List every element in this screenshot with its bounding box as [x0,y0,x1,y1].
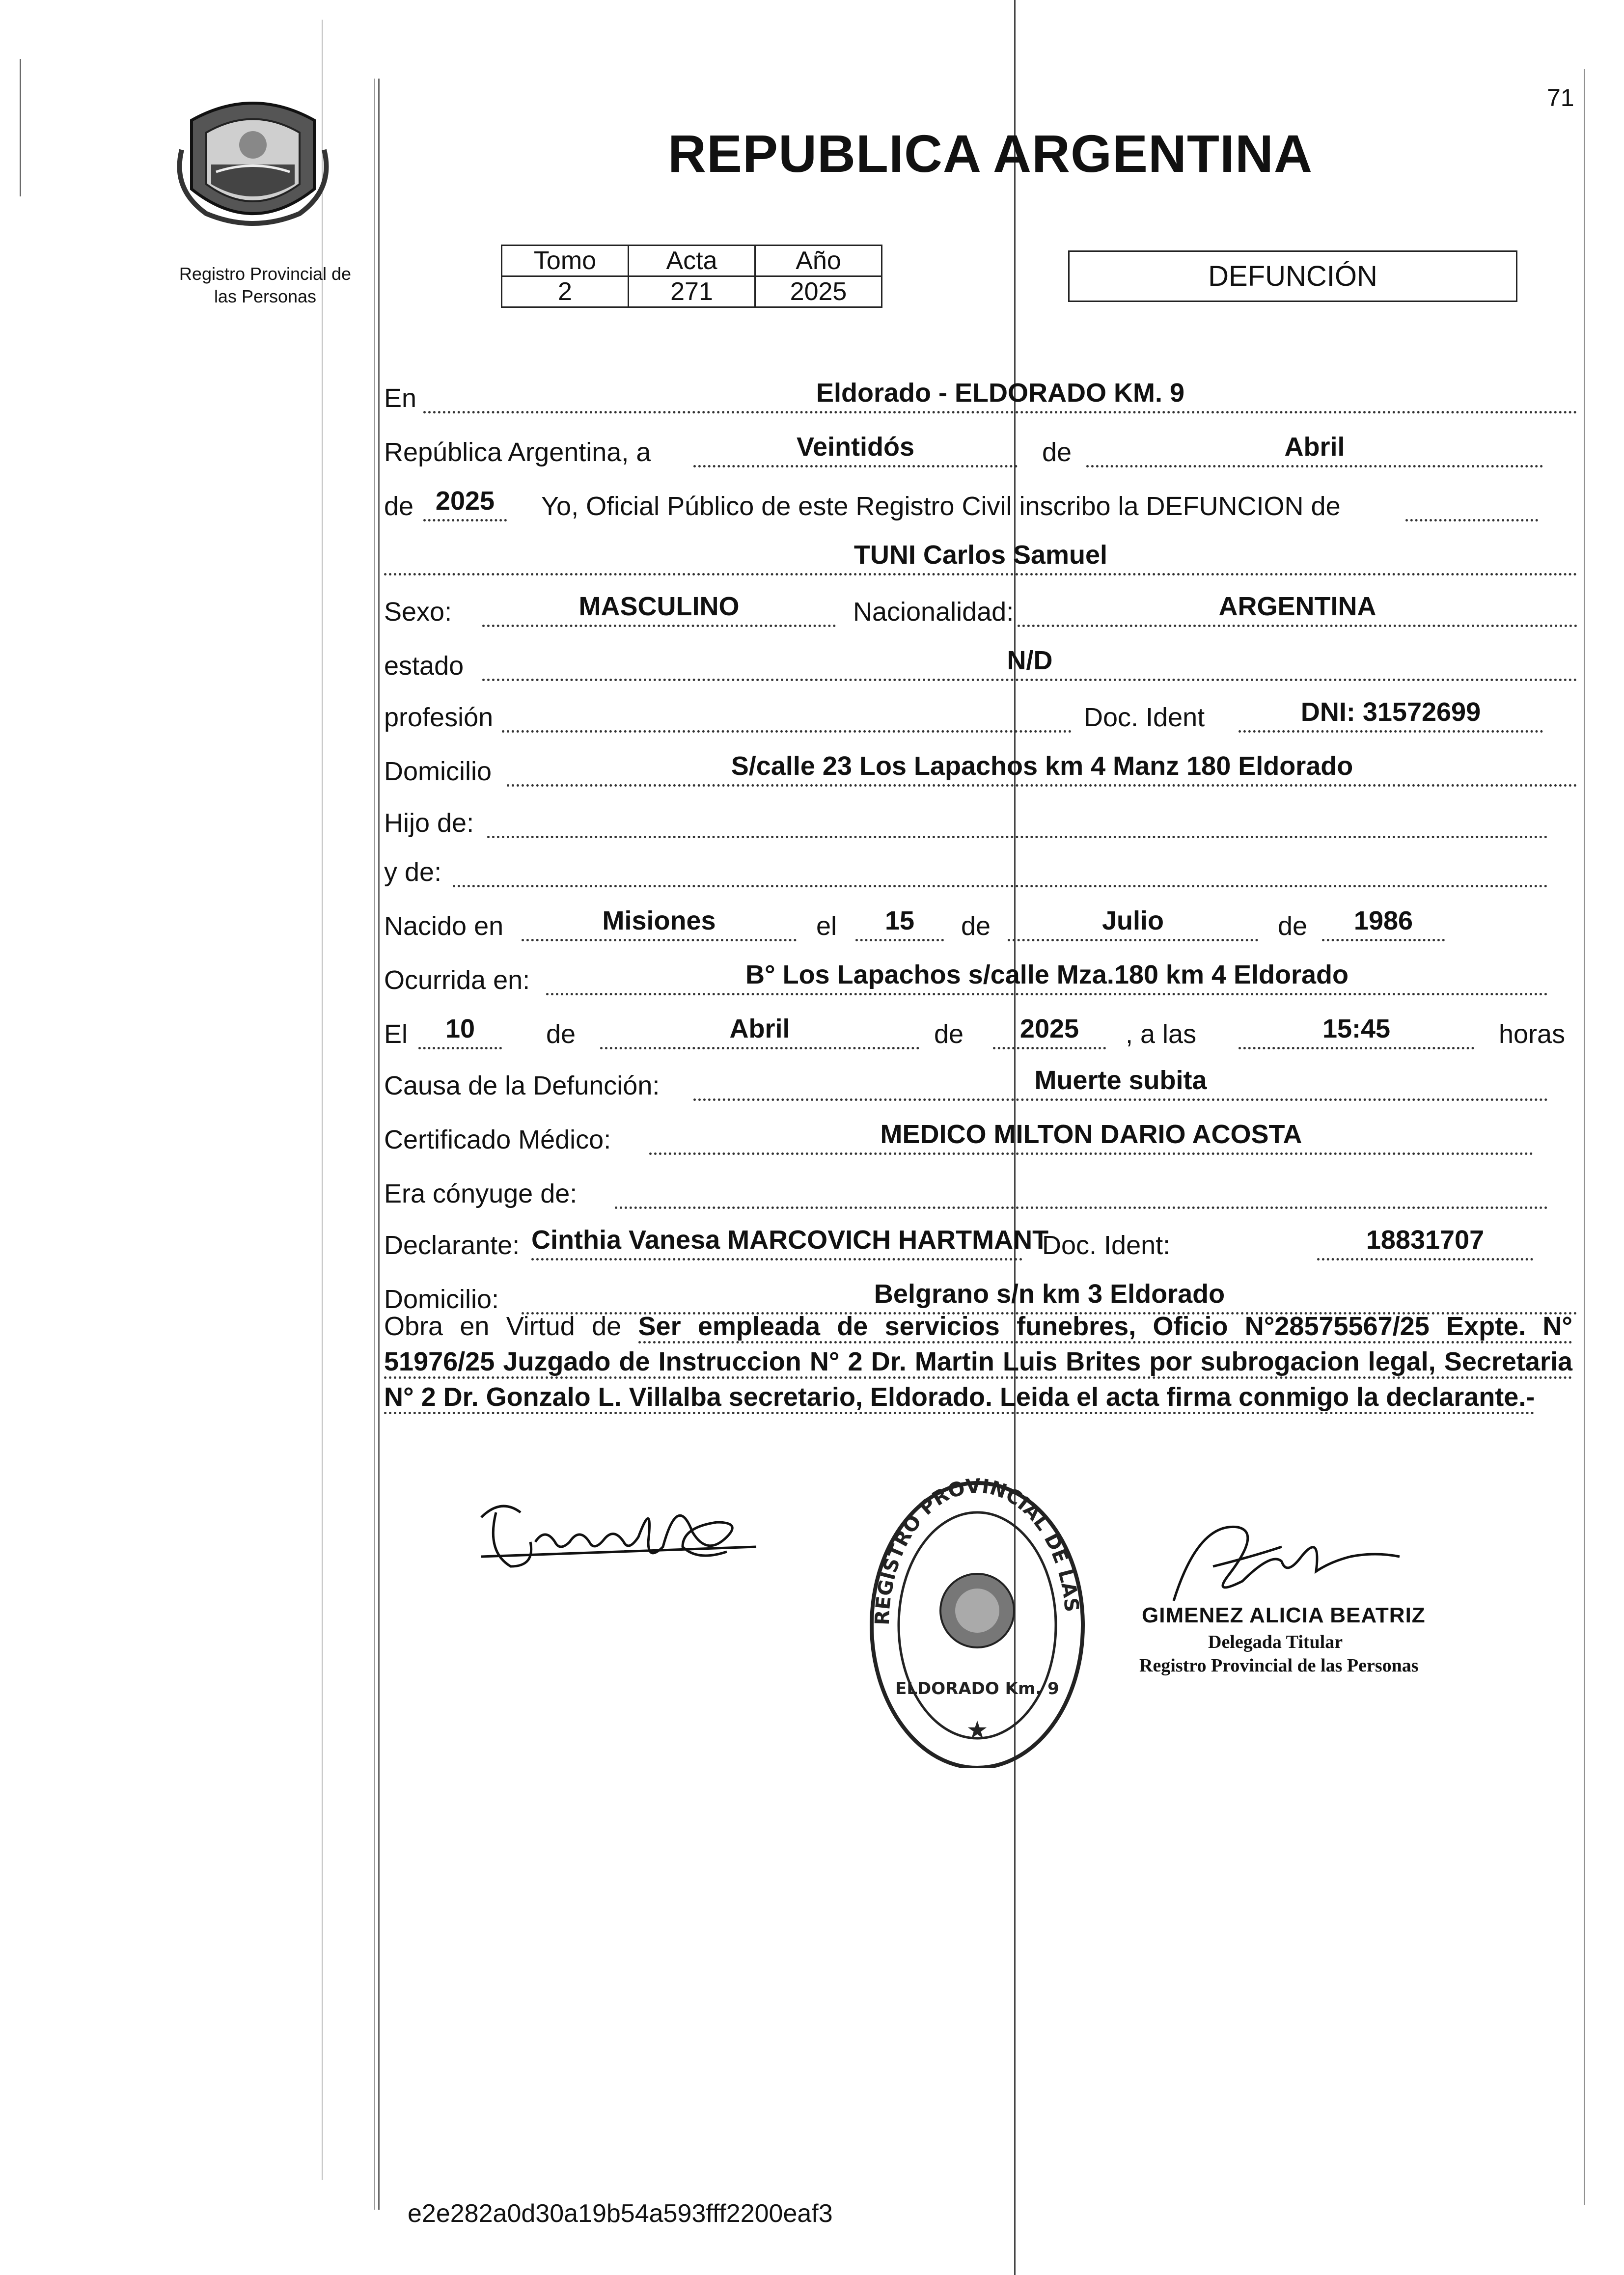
tomo-value: 2 [502,276,629,307]
row-nacido [384,901,1577,945]
horas-label: horas [1499,1019,1566,1049]
conyuge-field [615,1172,1548,1209]
doc-ident-field: DNI: 31572699 [1239,696,1543,733]
ocurrida-label: Ocurrida en: [384,965,530,995]
deceased-name-field: TUNI Carlos Samuel [384,539,1577,576]
en-field: Eldorado - ELDORADO KM. 9 [423,377,1577,413]
ocurrida-field: B° Los Lapachos s/calle Mza.180 km 4 Eldorado [546,959,1548,995]
causa-field: Muerte subita [693,1064,1548,1101]
profesion-label: profesión [384,703,494,732]
death-el-label: El [384,1019,408,1049]
obra-paragraph [384,1309,1572,1415]
right-border [1584,69,1585,2205]
form-left-border [378,79,380,2210]
official-stamp [859,1463,1095,1770]
death-time-field: 15:45 [1239,1013,1474,1049]
tomo-header: Tomo [502,246,629,276]
row-yde [384,847,1577,891]
birth-day-field: 15 [855,905,944,941]
row-yo [384,481,1577,525]
official-registry: Registro Provincial de las Personas [1139,1655,1419,1676]
birth-el-label: el [816,911,837,941]
stamp-star-icon: ★ [966,1716,989,1744]
death-year-field: 2025 [993,1013,1106,1049]
anio-header: Año [755,246,882,276]
hijo-field [487,801,1548,838]
nacionalidad-label: Nacionalidad: [853,597,1014,627]
stamp-ring-text: REGISTRO PROVINCIAL DE LAS [871,1475,1083,1626]
yde-label: y de: [384,857,442,887]
certificado-label: Certificado Médico: [384,1125,611,1154]
estado-label: estado [384,651,464,681]
official-signature [1154,1503,1409,1613]
domicilio-label: Domicilio [384,757,492,786]
nacionalidad-field: ARGENTINA [1018,590,1577,627]
estado-field: N/D [482,644,1577,681]
row-republica [384,427,1577,471]
row-certificado [384,1115,1577,1159]
decl-domicilio-field: Belgrano s/n km 3 Eldorado [522,1278,1577,1315]
registry-label-line2: las Personas [214,286,317,306]
row-estado [384,641,1577,685]
document-type-box: DEFUNCIÓN [1068,250,1517,302]
margin-dash [322,20,323,2180]
birth-month-field: Julio [1008,905,1258,941]
death-day-field: 10 [418,1013,502,1049]
republica-label: República Argentina, a [384,438,651,467]
year-de-label: de [384,492,414,521]
de-label: de [1042,438,1072,467]
domicilio-field: S/calle 23 Los Lapachos km 4 Manz 180 Eldorado [507,750,1577,787]
year-field: 2025 [423,485,507,521]
hijo-label: Hijo de: [384,808,474,838]
yo-blank-field [1405,485,1538,521]
profesion-field [502,696,1072,733]
misiones-seal [162,91,344,238]
declarant-signature [471,1483,766,1584]
document-hash: e2e282a0d30a19b54a593fff2200eaf3 [408,2199,833,2228]
row-conyuge [384,1169,1577,1213]
sexo-label: Sexo: [384,597,452,627]
certificado-field: MEDICO MILTON DARIO ACOSTA [649,1118,1533,1155]
row-declarante [384,1220,1577,1264]
registry-label [157,263,373,308]
causa-label: Causa de la Defunción: [384,1071,660,1100]
page-number: 71 [1547,84,1574,111]
birth-de2-label: de [1278,911,1308,941]
day-field: Veintidós [693,431,1018,467]
birth-de1-label: de [961,911,991,941]
row-en [384,373,1577,417]
official-role: Delegada Titular [1208,1632,1343,1652]
acta-header: Acta [629,246,755,276]
death-de1-label: de [546,1019,576,1049]
page-title: REPUBLICA ARGENTINA [668,124,1313,183]
row-sexo [384,587,1577,631]
decl-doc-field: 18831707 [1317,1224,1533,1261]
row-ocurrida [384,955,1577,999]
row-deceased [384,535,1577,579]
acta-value: 271 [629,276,755,307]
row-profesion [384,692,1577,737]
anio-value: 2025 [755,276,882,307]
month-field: Abril [1086,431,1543,467]
doc-ident-label: Doc. Ident [1084,703,1205,732]
obra-label: Obra en Virtud de [384,1312,622,1341]
nacido-field: Misiones [522,905,797,941]
sexo-field: MASCULINO [482,590,836,627]
row-death-date [384,1009,1577,1053]
yde-field [453,850,1548,887]
left-scan-line [20,59,21,196]
conyuge-label: Era cónyuge de: [384,1179,578,1208]
form-left-border-2 [374,79,375,2210]
nacido-label: Nacido en [384,911,504,941]
row-hijo [384,798,1577,842]
obra-text: Ser empleada de servicios funebres, Oficio N°28575567/25 Expte. N° 51976/25 Juzgado de Instruccion N° 2 Dr. Martin Luis Brites por subrogacion legal, Secretaria N° 2 Dr. Gonzalo L. Villalba secretario, Eldorado. Leida el acta firma conmigo la declarante.- [384,1312,1572,1414]
death-de2-label: de [934,1019,964,1049]
official-name: GIMENEZ ALICIA BEATRIZ [1142,1603,1426,1627]
book-reference-table [501,245,882,308]
decl-domicilio-label: Domicilio: [384,1285,499,1314]
death-month-field: Abril [600,1013,919,1049]
alas-label: , a las [1126,1019,1197,1049]
row-causa [384,1061,1577,1105]
registry-label-line1: Registro Provincial de [179,264,352,284]
stamp-bottom-text: ELDORADO Km. 9 [895,1679,1059,1699]
birth-year-field: 1986 [1322,905,1445,941]
decl-doc-label: Doc. Ident: [1042,1231,1171,1260]
row-domicilio [384,746,1577,791]
yo-text: Yo, Oficial Público de este Registro Civil inscribo la DEFUNCION de [541,492,1341,521]
en-label: En [384,384,417,413]
declarante-field: Cinthia Vanesa MARCOVICH HARTMANT [531,1224,1022,1261]
declarante-label: Declarante: [384,1231,520,1260]
